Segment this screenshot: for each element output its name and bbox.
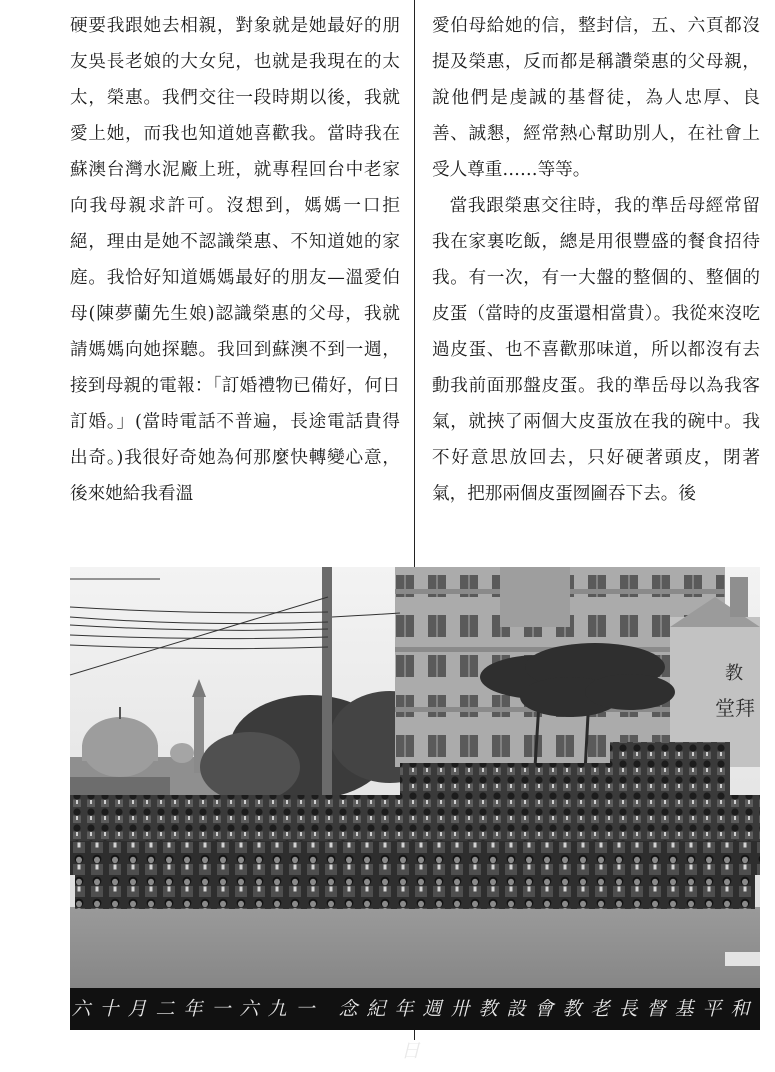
column-divider <box>414 0 415 567</box>
right-column-paragraph-2: 當我跟榮惠交往時，我的準岳母經常留我在家裏吃飯，總是用很豐盛的餐食招待我。有一次，有一大盤的整個的、整個的皮蛋（當時的皮蛋還相當貴）。我從來沒吃過皮蛋、也不喜歡那味道，所以都沒有去動我前面那盤皮蛋。我的準岳母以為我客氣，就挾了兩個大皮蛋放在我的碗中。我不好意思放回去，只好硬著頭皮，閉著氣，把那兩個皮蛋囫圇吞下去。後 <box>432 196 760 504</box>
group-photo <box>70 567 760 1062</box>
building-sign-1: 教 <box>725 663 743 684</box>
left-column-text: 硬要我跟她去相親，對象就是她最好的朋友吳長老娘的大女兒，也就是我現在的太太，榮惠。我們交往一段時期以後，我就愛上她，而我也知道她喜歡我。當時我在蘇澳台灣水泥廠上班，就專程回台中老家向我母親求許可。沒想到，媽媽一口拒絕，理由是她不認識榮惠、不知道她的家庭。我恰好知道媽媽最好的朋友—溫愛伯母(陳夢蘭先生娘)認識榮惠的父母，我就請媽媽向她探聽。我回到蘇澳不到一週，接到母親的電報：「訂婚禮物已備好，何日訂婚。」(當時電話不普遍，長途電話貴得出奇。)我很好奇她為何那麼快轉變心意，後來她給我看溫 <box>70 16 400 504</box>
right-column-paragraph-1: 愛伯母給她的信，整封信，五、六頁都沒提及榮惠，反而都是稱讚榮惠的父母親，說他們是虔誠的基督徒，為人忠厚、良善、誠懇，經常熱心幫助別人，在社會上受人尊重……等等。 <box>432 16 760 180</box>
right-text-column <box>432 8 760 512</box>
building-sign-2: 堂拜 <box>715 696 755 720</box>
photo-caption: 和平基督長老教會設教卅週年紀念 一九六一年二月十六日 <box>71 998 759 1062</box>
group-photo-image <box>70 567 760 1062</box>
left-text-column <box>70 8 400 512</box>
